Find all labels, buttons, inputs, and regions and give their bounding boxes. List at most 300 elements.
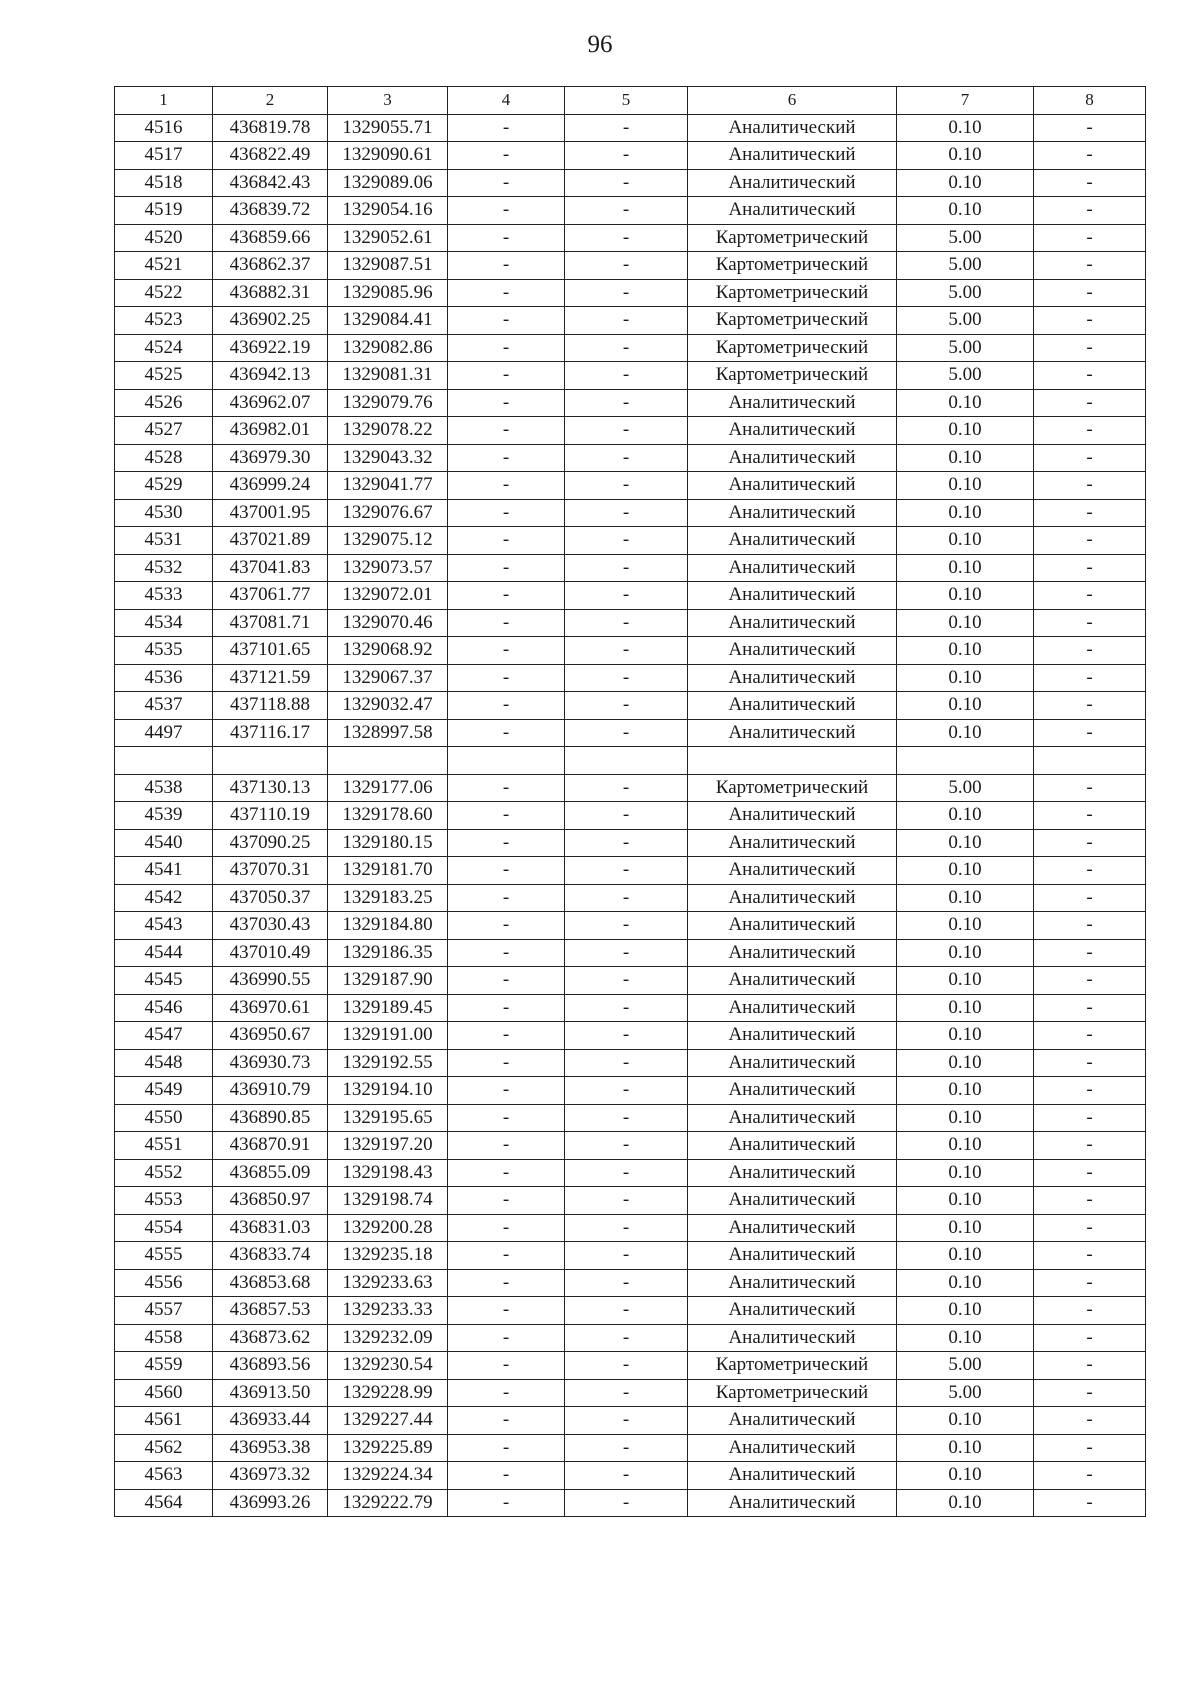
table-cell: 436970.61 [213, 994, 328, 1022]
table-cell: - [565, 1159, 688, 1187]
table-cell: 436850.97 [213, 1187, 328, 1215]
table-cell: 0.10 [897, 1022, 1034, 1050]
table-cell: - [565, 1434, 688, 1462]
table-cell: 4559 [115, 1352, 213, 1380]
table-cell: 5.00 [897, 362, 1034, 390]
table-cell: - [565, 444, 688, 472]
table-cell: 1329082.86 [328, 334, 448, 362]
table-cell: 4553 [115, 1187, 213, 1215]
table-cell: - [1034, 252, 1146, 280]
table-cell: 0.10 [897, 1242, 1034, 1270]
table-cell: Аналитический [688, 527, 897, 555]
table-cell: 4563 [115, 1462, 213, 1490]
table-cell: - [565, 1352, 688, 1380]
table-cell [448, 747, 565, 775]
table-cell: 437050.37 [213, 884, 328, 912]
table-cell: - [1034, 1407, 1146, 1435]
table-row [115, 884, 1146, 912]
table-cell: 436853.68 [213, 1269, 328, 1297]
table-cell: 436819.78 [213, 114, 328, 142]
table-cell: 1329079.76 [328, 389, 448, 417]
table-cell: Аналитический [688, 609, 897, 637]
table-cell: - [448, 609, 565, 637]
table-cell: 4552 [115, 1159, 213, 1187]
table-cell: 5.00 [897, 774, 1034, 802]
table-cell: - [565, 994, 688, 1022]
table-cell: - [1034, 444, 1146, 472]
table-cell: - [1034, 719, 1146, 747]
table-cell: 436873.62 [213, 1324, 328, 1352]
table-cell: - [448, 857, 565, 885]
table-cell: 1329084.41 [328, 307, 448, 335]
table-cell: - [565, 362, 688, 390]
table-cell: Аналитический [688, 389, 897, 417]
table-cell: 4539 [115, 802, 213, 830]
table-cell: 4560 [115, 1379, 213, 1407]
table-row [115, 554, 1146, 582]
table-row [115, 142, 1146, 170]
table-cell: 5.00 [897, 279, 1034, 307]
table-cell: 4544 [115, 939, 213, 967]
table-cell: 0.10 [897, 994, 1034, 1022]
table-cell: - [1034, 1242, 1146, 1270]
table-cell: - [448, 1434, 565, 1462]
table-cell: 4558 [115, 1324, 213, 1352]
table-cell: - [565, 279, 688, 307]
table-cell: Аналитический [688, 1269, 897, 1297]
table-cell: - [448, 499, 565, 527]
table-row [115, 664, 1146, 692]
table-cell: 0.10 [897, 169, 1034, 197]
table-cell: 1329194.10 [328, 1077, 448, 1105]
table-cell: - [1034, 637, 1146, 665]
table-cell: - [448, 169, 565, 197]
table-cell: - [1034, 114, 1146, 142]
table-cell: 4538 [115, 774, 213, 802]
table-cell: 0.10 [897, 609, 1034, 637]
table-row [115, 802, 1146, 830]
table-cell: 1329197.20 [328, 1132, 448, 1160]
table-cell: 5.00 [897, 307, 1034, 335]
table-cell: Аналитический [688, 664, 897, 692]
table-row [115, 417, 1146, 445]
table-cell: 437116.17 [213, 719, 328, 747]
table-cell: 1329224.34 [328, 1462, 448, 1490]
table-cell: Аналитический [688, 1104, 897, 1132]
table-cell: - [1034, 197, 1146, 225]
table-cell: - [1034, 1132, 1146, 1160]
table-cell: - [1034, 389, 1146, 417]
table-cell: - [448, 774, 565, 802]
table-cell: 0.10 [897, 1489, 1034, 1517]
table-cell: 4523 [115, 307, 213, 335]
table-cell: - [1034, 499, 1146, 527]
table-cell: - [1034, 1049, 1146, 1077]
table-cell: 1329076.67 [328, 499, 448, 527]
table-cell [115, 747, 213, 775]
table-cell: - [565, 417, 688, 445]
table-cell: 4545 [115, 967, 213, 995]
table-cell: Аналитический [688, 142, 897, 170]
table-cell: - [448, 1187, 565, 1215]
table-cell: Аналитический [688, 169, 897, 197]
table-cell: - [565, 1214, 688, 1242]
table-cell: - [565, 1077, 688, 1105]
column-header: 1 [115, 87, 213, 115]
table-row [115, 472, 1146, 500]
table-cell: - [448, 142, 565, 170]
table-cell: - [448, 114, 565, 142]
table-cell: - [565, 857, 688, 885]
table-cell: 4522 [115, 279, 213, 307]
table-cell: Аналитический [688, 857, 897, 885]
table-cell: Аналитический [688, 1159, 897, 1187]
table-row [115, 1187, 1146, 1215]
table-cell: 4534 [115, 609, 213, 637]
table-cell: Аналитический [688, 417, 897, 445]
table-cell: 4550 [115, 1104, 213, 1132]
table-cell: - [565, 1049, 688, 1077]
table-cell: - [565, 472, 688, 500]
table-cell: Аналитический [688, 499, 897, 527]
table-cell: 436890.85 [213, 1104, 328, 1132]
table-row [115, 582, 1146, 610]
table-cell: - [1034, 1489, 1146, 1517]
table-cell: 0.10 [897, 967, 1034, 995]
table-cell: 436910.79 [213, 1077, 328, 1105]
table-cell: 437090.25 [213, 829, 328, 857]
table-cell: Аналитический [688, 1462, 897, 1490]
table-cell: 1329187.90 [328, 967, 448, 995]
table-cell: 4497 [115, 719, 213, 747]
table-cell: 4530 [115, 499, 213, 527]
column-header: 3 [328, 87, 448, 115]
table-cell: - [1034, 1352, 1146, 1380]
table-cell: - [1034, 884, 1146, 912]
table-cell: - [565, 197, 688, 225]
table-row [115, 169, 1146, 197]
table-cell: Аналитический [688, 802, 897, 830]
table-cell: 436831.03 [213, 1214, 328, 1242]
table-cell: 0.10 [897, 499, 1034, 527]
table-cell: Аналитический [688, 637, 897, 665]
table-cell: Аналитический [688, 114, 897, 142]
table-cell: - [448, 1104, 565, 1132]
table-cell: 436950.67 [213, 1022, 328, 1050]
table-cell: - [1034, 224, 1146, 252]
table-cell: - [565, 939, 688, 967]
table-cell: - [448, 389, 565, 417]
table-cell: Картометрический [688, 307, 897, 335]
table-cell: 1329078.22 [328, 417, 448, 445]
table-row [115, 912, 1146, 940]
table-cell: 0.10 [897, 1132, 1034, 1160]
table-cell: 4525 [115, 362, 213, 390]
table-cell: - [1034, 802, 1146, 830]
table-cell: - [448, 829, 565, 857]
table-cell: Аналитический [688, 884, 897, 912]
table-cell: 1329227.44 [328, 1407, 448, 1435]
table-cell: - [565, 967, 688, 995]
table-cell: 1329090.61 [328, 142, 448, 170]
table-cell: 437118.88 [213, 692, 328, 720]
table-cell: 1329067.37 [328, 664, 448, 692]
table-cell: Аналитический [688, 967, 897, 995]
table-cell: - [1034, 307, 1146, 335]
table-cell: 0.10 [897, 1297, 1034, 1325]
table-cell: - [448, 362, 565, 390]
table-cell: 1329225.89 [328, 1434, 448, 1462]
table-cell: - [1034, 1269, 1146, 1297]
table-cell: - [1034, 1077, 1146, 1105]
table-row [115, 692, 1146, 720]
table-cell: - [448, 664, 565, 692]
table-row [115, 1159, 1146, 1187]
table-cell: - [1034, 1379, 1146, 1407]
table-row [115, 444, 1146, 472]
table-cell: - [565, 224, 688, 252]
table-cell: 0.10 [897, 1077, 1034, 1105]
table-cell: Аналитический [688, 444, 897, 472]
table-row [115, 362, 1146, 390]
table-cell: 437130.13 [213, 774, 328, 802]
table-cell: - [565, 1297, 688, 1325]
table-cell: - [448, 279, 565, 307]
table-row [115, 1324, 1146, 1352]
column-header: 7 [897, 87, 1034, 115]
table-row [115, 774, 1146, 802]
table-cell: 436990.55 [213, 967, 328, 995]
table-row [115, 719, 1146, 747]
table-row [115, 1132, 1146, 1160]
table-cell: - [565, 1324, 688, 1352]
table-cell: - [565, 1379, 688, 1407]
table-cell: - [565, 142, 688, 170]
table-cell [328, 747, 448, 775]
table-cell: 0.10 [897, 197, 1034, 225]
table-cell: 436902.25 [213, 307, 328, 335]
table-cell: 1329191.00 [328, 1022, 448, 1050]
table-row [115, 1104, 1146, 1132]
table-cell: - [448, 1132, 565, 1160]
table-cell: 1329085.96 [328, 279, 448, 307]
column-header: 4 [448, 87, 565, 115]
table-row [115, 334, 1146, 362]
table-cell: 0.10 [897, 1269, 1034, 1297]
table-cell: - [1034, 829, 1146, 857]
table-cell: Картометрический [688, 362, 897, 390]
table-cell: - [448, 252, 565, 280]
table-row [115, 1269, 1146, 1297]
table-cell: 4555 [115, 1242, 213, 1270]
table-cell [1034, 747, 1146, 775]
table-cell: 4541 [115, 857, 213, 885]
table-cell: Аналитический [688, 1132, 897, 1160]
table-row [115, 637, 1146, 665]
table-cell: 0.10 [897, 444, 1034, 472]
table-cell: 1329043.32 [328, 444, 448, 472]
table-cell: 1329198.43 [328, 1159, 448, 1187]
table-cell: 436982.01 [213, 417, 328, 445]
table-cell: - [565, 1242, 688, 1270]
table-row [115, 279, 1146, 307]
table-cell: - [1034, 554, 1146, 582]
table-cell: 4537 [115, 692, 213, 720]
table-cell: - [565, 1269, 688, 1297]
table-cell: Картометрический [688, 224, 897, 252]
column-header: 5 [565, 87, 688, 115]
table-cell: Картометрический [688, 1379, 897, 1407]
table-cell: Аналитический [688, 1297, 897, 1325]
table-cell: Аналитический [688, 939, 897, 967]
table-cell: - [565, 499, 688, 527]
table-row [115, 1379, 1146, 1407]
table-cell [565, 747, 688, 775]
table-cell: 4528 [115, 444, 213, 472]
table-cell: 1329195.65 [328, 1104, 448, 1132]
table-cell: 4533 [115, 582, 213, 610]
table-cell: - [448, 307, 565, 335]
table-cell: - [448, 1077, 565, 1105]
table-cell: 4536 [115, 664, 213, 692]
table-cell: - [565, 1132, 688, 1160]
table-row [115, 1214, 1146, 1242]
table-cell: 0.10 [897, 1187, 1034, 1215]
table-cell: 4564 [115, 1489, 213, 1517]
table-cell: 436962.07 [213, 389, 328, 417]
table-cell: 4546 [115, 994, 213, 1022]
table-cell: 1329200.28 [328, 1214, 448, 1242]
table-row [115, 1434, 1146, 1462]
table-cell: - [448, 334, 565, 362]
table-cell: - [448, 1297, 565, 1325]
page-number: 96 [587, 31, 613, 58]
table-cell: 1329073.57 [328, 554, 448, 582]
table-cell: - [1034, 362, 1146, 390]
table-cell: 436870.91 [213, 1132, 328, 1160]
table-row [115, 114, 1146, 142]
table-cell: 0.10 [897, 857, 1034, 885]
table-cell: - [448, 1269, 565, 1297]
table-cell: - [1034, 857, 1146, 885]
table-cell: 1329184.80 [328, 912, 448, 940]
table-cell: 4542 [115, 884, 213, 912]
coordinates-table [114, 86, 1146, 1517]
table-cell: 4529 [115, 472, 213, 500]
table-cell: 0.10 [897, 582, 1034, 610]
table-cell: 1329177.06 [328, 774, 448, 802]
table-cell: 4519 [115, 197, 213, 225]
table-cell: - [565, 1022, 688, 1050]
table-cell: Аналитический [688, 1242, 897, 1270]
table-cell: - [448, 472, 565, 500]
table-cell: 0.10 [897, 114, 1034, 142]
table-cell: 1329183.25 [328, 884, 448, 912]
table-cell: 5.00 [897, 224, 1034, 252]
table-cell: - [565, 334, 688, 362]
table-cell: - [1034, 1159, 1146, 1187]
table-cell: - [448, 802, 565, 830]
table-cell: 4527 [115, 417, 213, 445]
table-cell: 5.00 [897, 252, 1034, 280]
table-cell: Аналитический [688, 1434, 897, 1462]
table-cell: Аналитический [688, 1187, 897, 1215]
table-cell: - [565, 884, 688, 912]
table-cell: - [448, 637, 565, 665]
table-cell: 4540 [115, 829, 213, 857]
table-cell: 4518 [115, 169, 213, 197]
table-row [115, 939, 1146, 967]
table-cell: Аналитический [688, 1049, 897, 1077]
table-cell: 0.10 [897, 1324, 1034, 1352]
column-header: 6 [688, 87, 897, 115]
table-cell: 4557 [115, 1297, 213, 1325]
table-cell: - [448, 1379, 565, 1407]
table-cell: - [448, 912, 565, 940]
table-cell: - [1034, 1187, 1146, 1215]
table-cell: 436993.26 [213, 1489, 328, 1517]
table-cell [213, 747, 328, 775]
table-cell: - [565, 664, 688, 692]
table-cell: 436859.66 [213, 224, 328, 252]
table-cell: Аналитический [688, 829, 897, 857]
table-row [115, 252, 1146, 280]
table-cell: - [1034, 582, 1146, 610]
table-cell: 4535 [115, 637, 213, 665]
table-cell: 1329230.54 [328, 1352, 448, 1380]
table-cell: 1329198.74 [328, 1187, 448, 1215]
table-cell: - [565, 637, 688, 665]
table-cell: 1329070.46 [328, 609, 448, 637]
table-cell: 0.10 [897, 802, 1034, 830]
table-cell: 437041.83 [213, 554, 328, 582]
table-cell: 0.10 [897, 417, 1034, 445]
table-row [115, 829, 1146, 857]
table-cell: 436933.44 [213, 1407, 328, 1435]
table-cell: 5.00 [897, 334, 1034, 362]
table-cell: 436999.24 [213, 472, 328, 500]
table-cell: 1328997.58 [328, 719, 448, 747]
table-cell: 0.10 [897, 1407, 1034, 1435]
table-cell: 1329235.18 [328, 1242, 448, 1270]
table-cell: 437061.77 [213, 582, 328, 610]
table-cell: 0.10 [897, 527, 1034, 555]
table-cell: 1329087.51 [328, 252, 448, 280]
table-cell: 0.10 [897, 1214, 1034, 1242]
table-cell: Картометрический [688, 279, 897, 307]
table-cell: - [565, 774, 688, 802]
table-cell: 1329180.15 [328, 829, 448, 857]
table-cell: 0.10 [897, 554, 1034, 582]
table-cell: 1329068.92 [328, 637, 448, 665]
table-cell: - [1034, 1324, 1146, 1352]
table-cell: - [565, 1104, 688, 1132]
table-cell: 4526 [115, 389, 213, 417]
table-cell: 437110.19 [213, 802, 328, 830]
column-header: 2 [213, 87, 328, 115]
table-cell: 436930.73 [213, 1049, 328, 1077]
table-cell: - [1034, 472, 1146, 500]
table-cell: 1329072.01 [328, 582, 448, 610]
table-cell: 0.10 [897, 912, 1034, 940]
table-cell [897, 747, 1034, 775]
table-cell: - [448, 1022, 565, 1050]
table-cell: 1329192.55 [328, 1049, 448, 1077]
table-cell: 4531 [115, 527, 213, 555]
table-cell: Аналитический [688, 692, 897, 720]
table-row [115, 1407, 1146, 1435]
table-cell: - [448, 1352, 565, 1380]
